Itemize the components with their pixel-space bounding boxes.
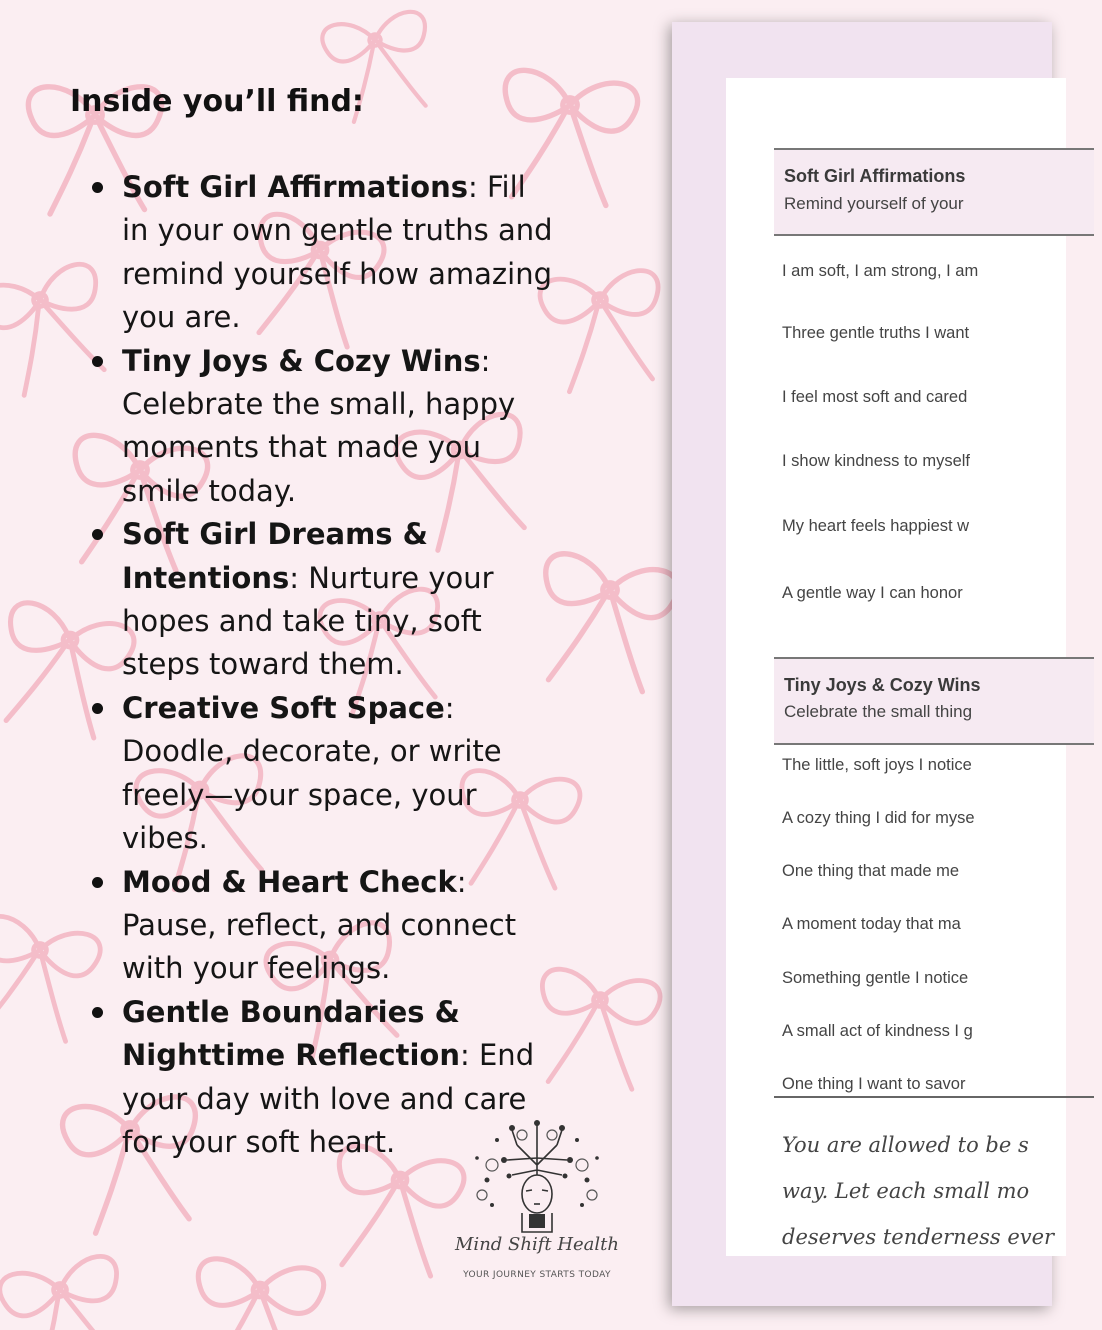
section-subtitle: Celebrate the small thing	[784, 702, 973, 721]
prompt-text: I show kindness to myself	[782, 452, 970, 470]
bullet-icon	[92, 182, 103, 193]
feature-description: : End your day with love and care for your soft heart.	[122, 1038, 535, 1159]
prompt-text: One thing that made me	[782, 862, 960, 880]
feature-description: : Pause, reflect, and connect with your feelings.	[122, 864, 517, 986]
bullet-icon	[92, 1007, 103, 1018]
prompt-text: A small act of kindness I g	[782, 1022, 973, 1040]
feature-description: : Celebrate the small, happy moments that made you smile today.	[122, 343, 516, 508]
feature-title: Soft Girl Affirmations	[122, 170, 468, 204]
list-item	[88, 166, 558, 340]
feature-title: Tiny Joys & Cozy Wins	[122, 343, 481, 378]
prompt-text: A gentle way I can honor	[782, 584, 963, 602]
prompt-text: Something gentle I notice	[782, 969, 969, 987]
feature-title: Soft Girl Dreams & Intentions	[122, 517, 428, 595]
list-item	[88, 861, 558, 991]
brand-logo	[452, 1110, 622, 1290]
bullet-icon	[92, 877, 103, 888]
prompt-text: A moment today that ma	[782, 915, 961, 933]
logo-name: Mind Shift Health	[455, 1234, 619, 1255]
quote-line: You are allowed to be s	[782, 1133, 1029, 1157]
feature-list	[88, 166, 558, 1164]
prompt-text: My heart feels happiest w	[782, 517, 970, 535]
logo-tagline: YOUR JOURNEY STARTS TODAY	[463, 1270, 611, 1280]
prompt-text: I am soft, I am strong, I am	[782, 262, 979, 280]
bullet-icon	[92, 529, 103, 540]
prompt-text: A cozy thing I did for myse	[782, 809, 975, 827]
divider	[774, 1096, 1094, 1098]
section-header-tiny-joys	[774, 657, 1094, 745]
section-title: Tiny Joys & Cozy Wins	[784, 675, 981, 695]
bullet-icon	[92, 703, 103, 714]
prompt-text: One thing I want to savor	[782, 1075, 966, 1093]
quote-line: way. Let each small mo	[782, 1179, 1030, 1203]
prompt-text: The little, soft joys I notice	[782, 756, 972, 774]
bullet-icon	[92, 356, 103, 367]
prompt-text: Three gentle truths I want	[782, 324, 970, 342]
journal-page	[726, 78, 1066, 1256]
quote-line: deserves tenderness ever	[782, 1225, 1055, 1249]
list-item	[88, 687, 558, 861]
feature-description: : Fill in your own gentle truths and remind yourself how amazing you are.	[122, 170, 553, 335]
section-header-affirmations	[774, 148, 1094, 236]
feature-description: : Nurture your hopes and take tiny, soft steps toward them.	[122, 560, 494, 682]
list-item	[88, 513, 558, 687]
section-title: Soft Girl Affirmations	[784, 166, 966, 186]
section-subtitle: Remind yourself of your	[784, 194, 964, 213]
feature-description: : Doodle, decorate, or write freely—your space, your vibes.	[122, 690, 502, 856]
prompt-text: I feel most soft and cared	[782, 388, 968, 406]
list-item	[88, 340, 558, 514]
journal-page-preview	[672, 22, 1055, 1306]
feature-title: Creative Soft Space	[122, 690, 445, 725]
feature-title: Mood & Heart Check	[122, 864, 457, 899]
feature-title: Gentle Boundaries & Nighttime Reflection	[122, 994, 460, 1073]
head-tree-icon	[452, 1110, 622, 1235]
section-heading: Inside you’ll find:	[70, 84, 364, 119]
